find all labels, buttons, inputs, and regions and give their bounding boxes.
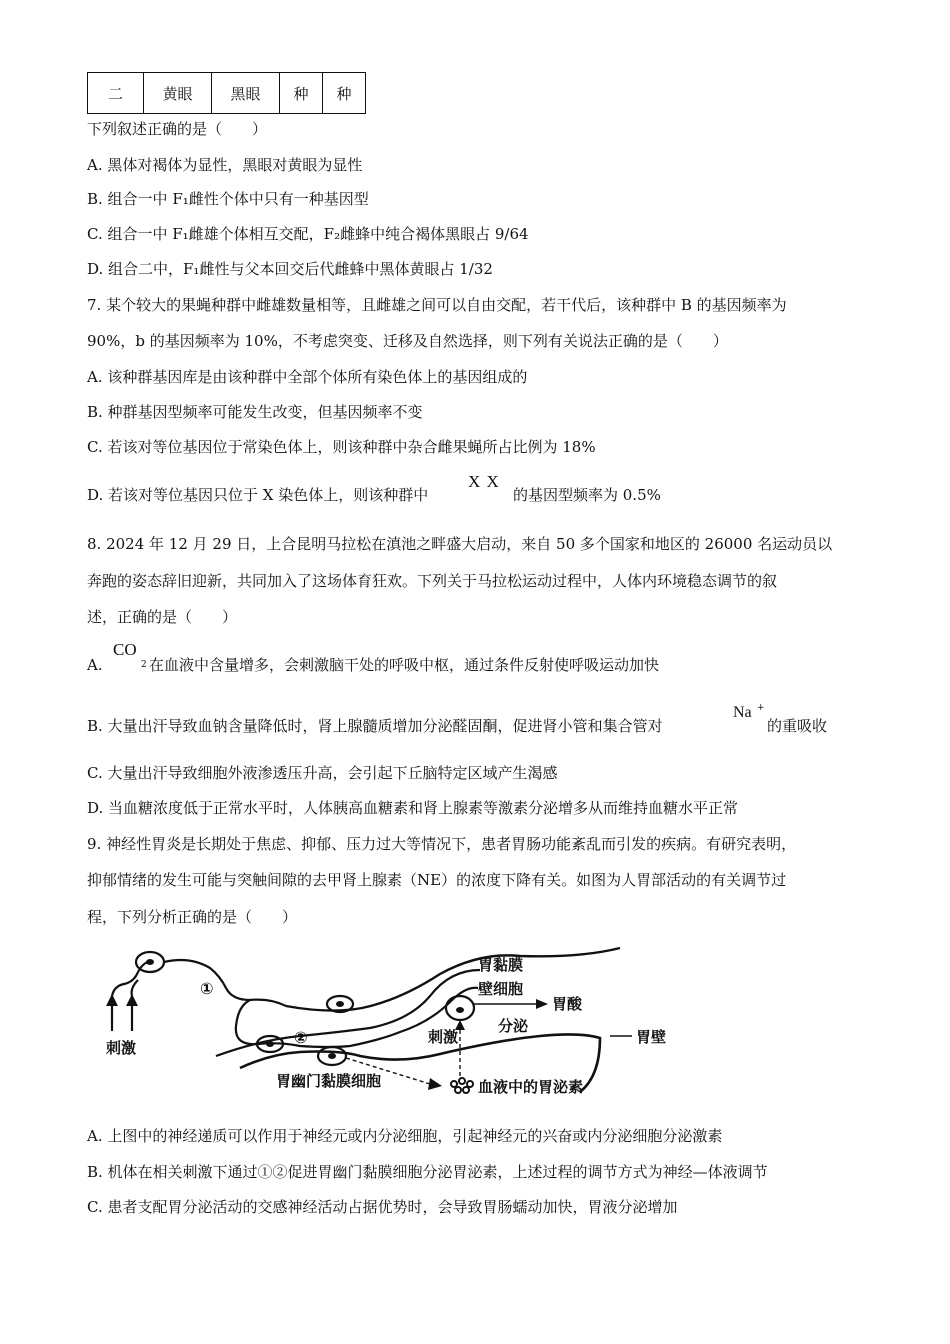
q9-stem-line3: 程，下列分析正确的是（ ） bbox=[87, 908, 298, 926]
q6-stem: 下列叙述正确的是（ ） bbox=[87, 120, 268, 138]
q8-option-a-prefix: A. bbox=[87, 656, 103, 674]
table-cell: 种 bbox=[280, 73, 323, 114]
stomach-wall-label: 胃壁 bbox=[636, 1028, 667, 1046]
na-superscript: + bbox=[757, 703, 765, 713]
table-cell: 种 bbox=[323, 73, 366, 114]
q7-option-a: A. 该种群基因库是由该种群中全部个体所有染色体上的基因组成的 bbox=[87, 368, 528, 386]
q7-option-d-suffix: 的基因型频率为 0.5% bbox=[513, 486, 661, 504]
na-formula: Na bbox=[733, 704, 752, 721]
genetics-table-fragment bbox=[87, 72, 366, 114]
stimulus-label: 刺激 bbox=[106, 1039, 137, 1057]
q9-stem-line1: 9. 神经性胃炎是长期处于焦虑、抑郁、压力过大等情况下，患者胃肠功能紊乱而引发的疾病。有研究表明， bbox=[87, 835, 797, 853]
q7-option-c: C. 若该对等位基因位于常染色体上，则该种群中杂合雌果蝇所占比例为 18% bbox=[87, 438, 596, 456]
g-cell-label: 胃幽门黏膜细胞 bbox=[276, 1072, 382, 1090]
stimulate-label: 刺激 bbox=[428, 1028, 459, 1046]
q8-option-b-prefix: B. 大量出汗导致血钠含量降低时，肾上腺髓质增加分泌醛固酮，促进肾小管和集合管对 bbox=[87, 717, 663, 735]
q9-stem-line2: 抑郁情绪的发生可能与突触间隙的去甲肾上腺素（NE）的浓度下降有关。如图为人胃部活动的有关调节过 bbox=[87, 871, 787, 889]
q6-option-d: D. 组合二中，F₁雌性与父本回交后代雌蜂中黑体黄眼占 1/32 bbox=[87, 260, 493, 278]
q9-option-a: A. 上图中的神经递质可以作用于神经元或内分泌细胞，引起神经元的兴奋或内分泌细胞分泌激素 bbox=[87, 1127, 723, 1145]
parietal-nucleus bbox=[456, 1007, 464, 1013]
co2-subscript: 2 bbox=[141, 660, 147, 670]
q8-option-d: D. 当血糖浓度低于正常水平时，人体胰高血糖素和肾上腺素等激素分泌增多从而维持血糖水平正常 bbox=[87, 799, 739, 817]
q8-option-c: C. 大量出汗导致细胞外液渗透压升高，会引起下丘脑特定区域产生渴感 bbox=[87, 764, 558, 782]
secrete-label: 分泌 bbox=[498, 1017, 529, 1035]
q6-option-a: A. 黑体对褐体为显性，黑眼对黄眼为显性 bbox=[87, 156, 363, 174]
parietal-label-2: 壁细胞 bbox=[478, 980, 524, 998]
q7-option-d-prefix: D. 若该对等位基因只位于 X 染色体上，则该种群中 bbox=[87, 486, 429, 504]
q7-stem-line2: 90%，b 的基因频率为 10%，不考虑突变、迁移及自然选择，则下列有关说法正确的是（ ） bbox=[87, 332, 728, 350]
table-row bbox=[88, 73, 366, 114]
q6-option-b: B. 组合一中 F₁雌性个体中只有一种基因型 bbox=[87, 190, 369, 208]
co2-formula: CO bbox=[113, 640, 137, 659]
q9-option-b: B. 机体在相关刺激下通过①②促进胃幽门黏膜细胞分泌胃泌素，上述过程的调节方式为神经—体液调节 bbox=[87, 1163, 768, 1181]
arrow-head bbox=[536, 999, 548, 1009]
gastric-regulation-figure bbox=[100, 936, 700, 1106]
neuron-nucleus bbox=[146, 959, 154, 965]
q8-stem-line1: 8. 2024 年 12 月 29 日，上合昆明马拉松在滇池之畔盛大启动，来自 50 多个国家和地区的 26000 名运动员以 bbox=[87, 535, 833, 553]
gastrin-label: 血液中的胃泌素 bbox=[478, 1078, 584, 1096]
q7-stem-line1: 7. 某个较大的果蝇种群中雌雄数量相等，且雌雄之间可以自由交配，若干代后，该种群中 B 的基因频率为 bbox=[87, 296, 787, 314]
q8-option-a-text: 在血液中含量增多，会刺激脑干处的呼吸中枢，通过条件反射使呼吸运动加快 bbox=[149, 656, 660, 674]
q8-option-b-suffix: 的重吸收 bbox=[767, 717, 828, 735]
q7-genotype-formula: X X bbox=[468, 472, 500, 491]
table-cell: 二 bbox=[88, 73, 144, 114]
q8-stem-line2: 奔跑的姿态辞旧迎新，共同加入了这场体育狂欢。下列关于马拉松运动过程中，人体内环境稳态调节的叙 bbox=[87, 572, 778, 590]
circle-1-label: ① bbox=[200, 979, 214, 998]
circle-2-label: ② bbox=[294, 1028, 308, 1047]
arrow-head bbox=[428, 1078, 442, 1090]
q6-option-c: C. 组合一中 F₁雌雄个体相互交配，F₂雌蜂中纯合褐体黑眼占 9/64 bbox=[87, 225, 529, 243]
gastrin-cluster bbox=[451, 1078, 473, 1093]
g-cell-nucleus bbox=[328, 1053, 336, 1059]
q8-stem-line3: 述，正确的是（ ） bbox=[87, 608, 238, 626]
q7-option-b: B. 种群基因型频率可能发生改变，但基因频率不变 bbox=[87, 403, 423, 421]
parietal-label-1: 胃黏膜 bbox=[478, 956, 524, 974]
stimulus-arrows bbox=[106, 994, 138, 1031]
gastric-acid-label: 胃酸 bbox=[552, 995, 583, 1013]
q9-option-c: C. 患者支配胃分泌活动的交感神经活动占据优势时，会导致胃肠蠕动加快，胃液分泌增加 bbox=[87, 1198, 678, 1216]
table-cell: 黄眼 bbox=[144, 73, 212, 114]
afferent-neuron bbox=[112, 952, 286, 1044]
table-cell: 黑眼 bbox=[212, 73, 280, 114]
neuron-nucleus bbox=[336, 1001, 344, 1007]
